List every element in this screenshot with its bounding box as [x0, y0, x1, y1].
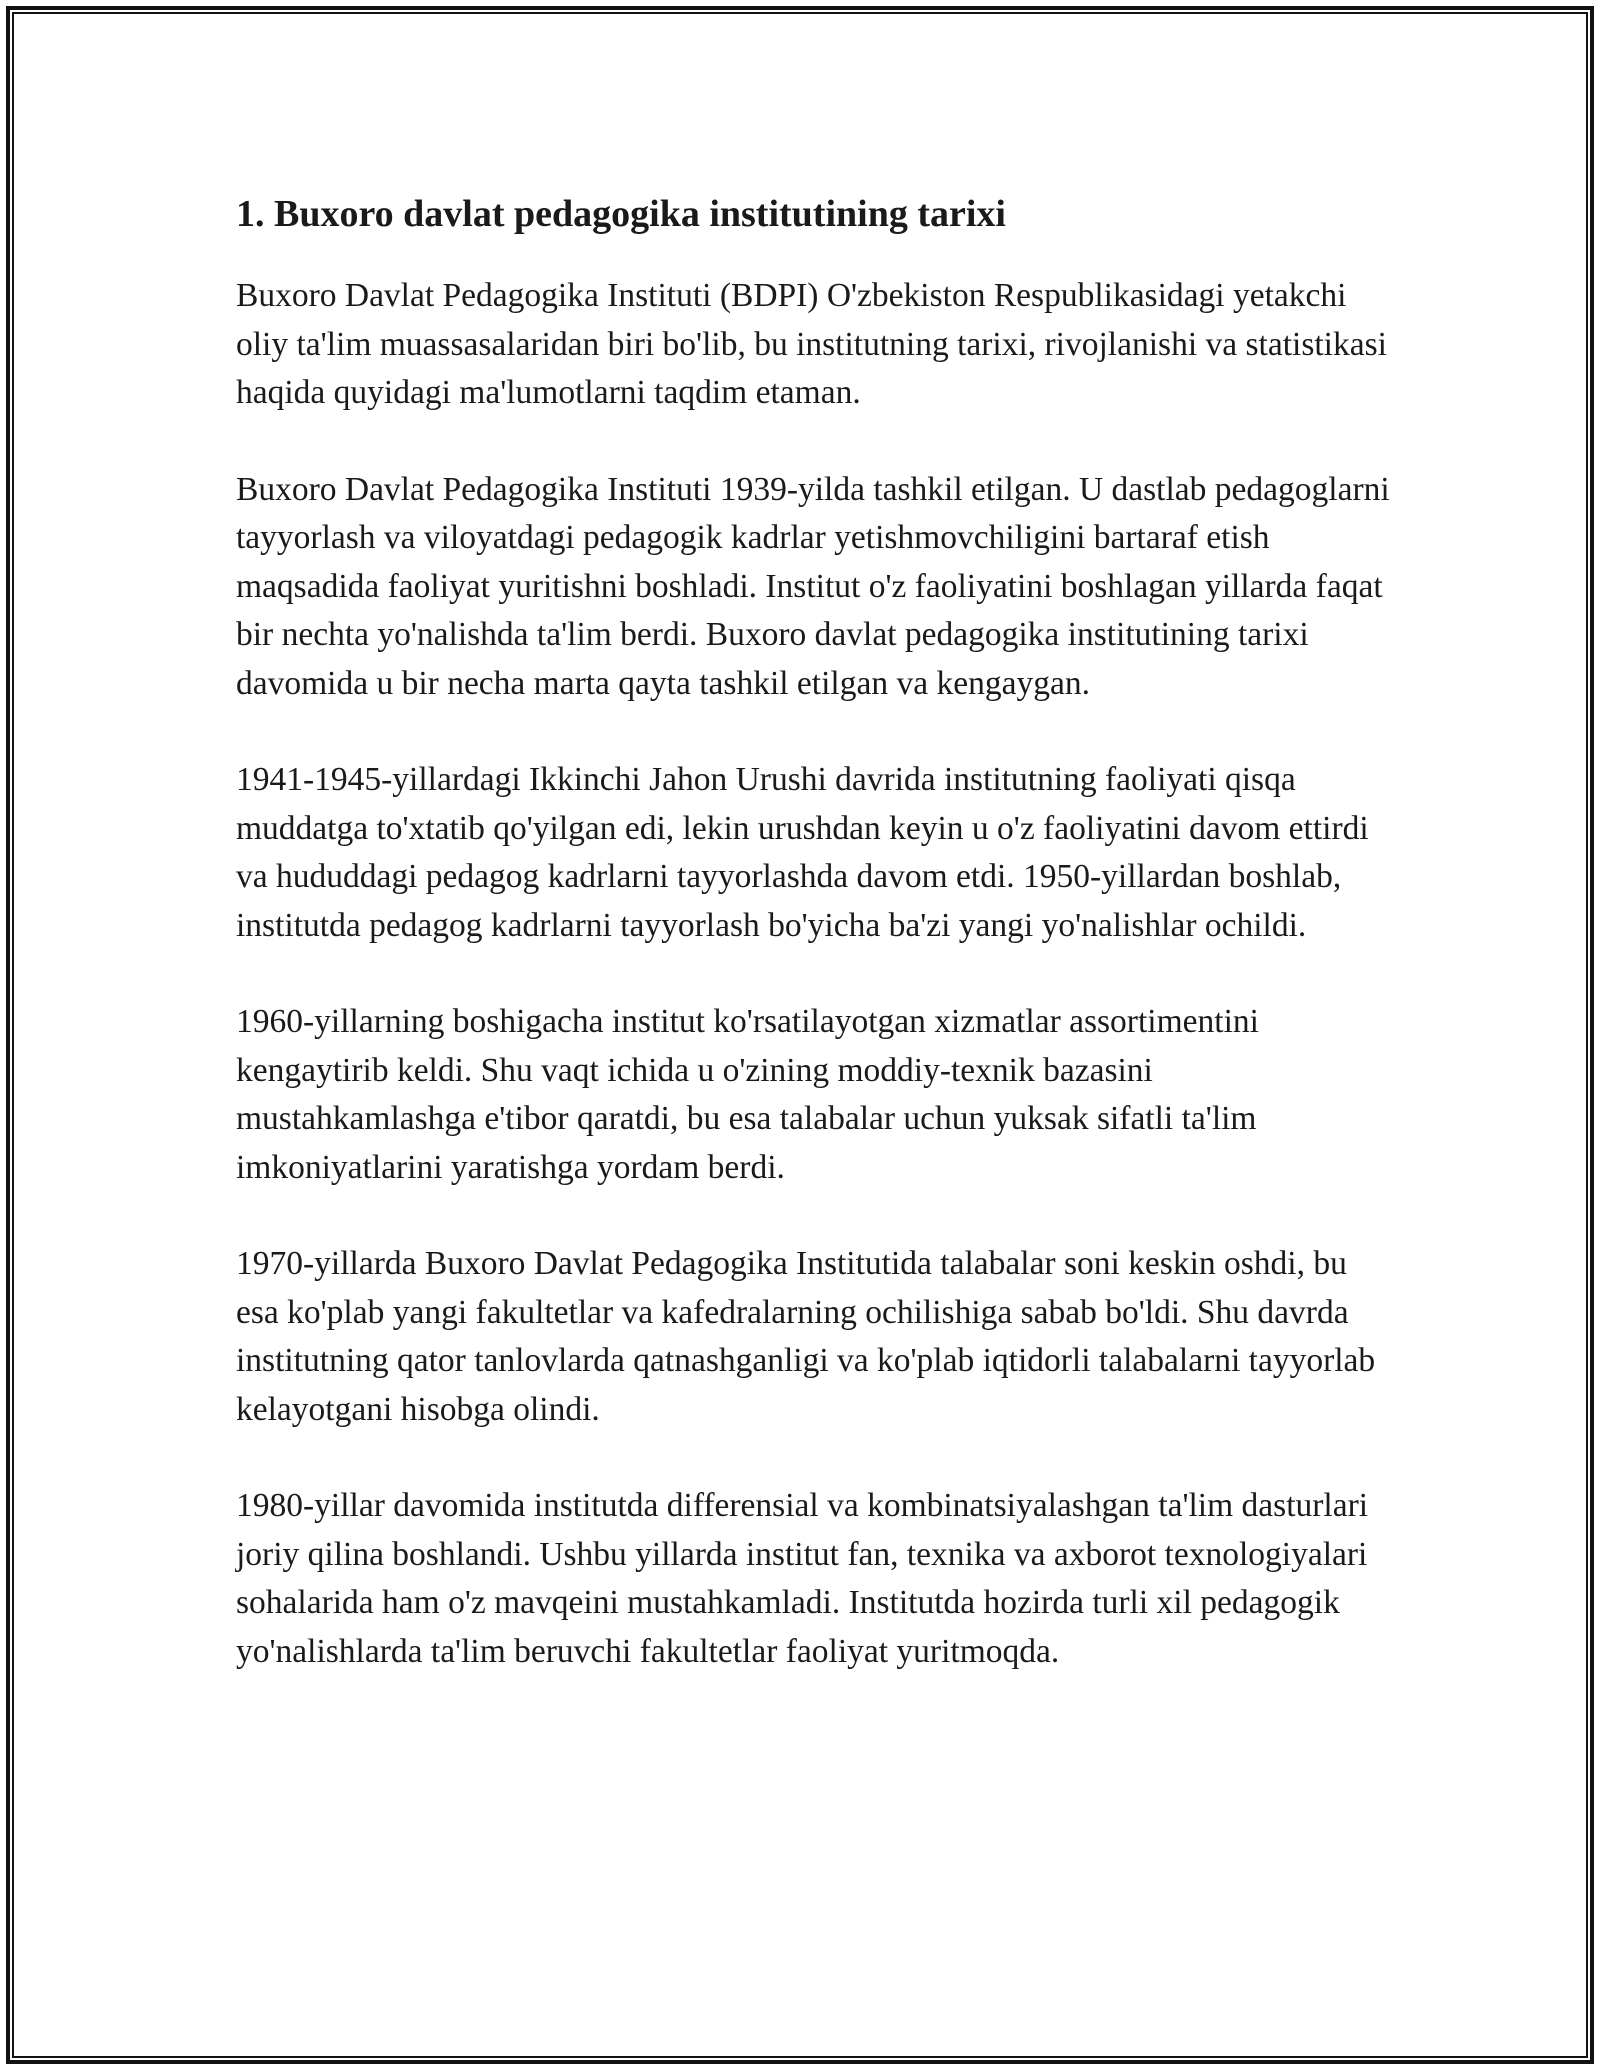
document-title: 1. Buxoro davlat pedagogika institutining tarixi [236, 193, 1006, 235]
paragraph-1960s: 1960-yillarning boshigacha institut ko'rsatilayotgan xizmatlar assortimentini kengaytirib keldi. Shu vaqt ichida u o'zining moddiy-texnik bazasini mustahkamlashga e'tibor qaratdi, bu esa talabalar uchun yuksak sifatli ta'lim imkoniyatlarini yaratishga yordam berdi. [236, 1003, 1259, 1186]
document-body [236, 186, 1396, 1724]
paragraph-founding: Buxoro Davlat Pedagogika Instituti 1939-yilda tashkil etilgan. U dastlab pedagoglarni tayyorlash va viloyatdagi pedagogik kadrlar yetishmovchiligini bartaraf etish maqsadida faoliyat yuritishni boshladi. Institut o'z faoliyatini boshlagan yillarda faqat bir nechta yo'nalishda ta'lim berdi. Buxoro davlat pedagogika institutining tarixi davomida u bir necha marta qayta tashkil etilgan va kengaygan. [236, 470, 1390, 702]
paragraph-intro: Buxoro Davlat Pedagogika Instituti (BDPI) O'zbekiston Respublikasidagi yetakchi oliy ta'lim muassasalaridan biri bo'lib, bu institutning tarixi, rivojlanishi va statistikasi haqida quyidagi ma'lumotlarni taqdim etaman. [236, 277, 1387, 411]
paragraph-war-period: 1941-1945-yillardagi Ikkinchi Jahon Urushi davrida institutning faoliyati qisqa muddatga to'xtatib qo'yilgan edi, lekin urushdan keyin u o'z faoliyatini davom ettirdi va hududdagi pedagog kadrlarni tayyorlashda davom etdi. 1950-yillardan boshlab, institutda pedagog kadrlarni tayyorlash bo'yicha ba'zi yangi yo'nalishlar ochildi. [236, 761, 1369, 944]
paragraph-1980s: 1980-yillar davomida institutda differensial va kombinatsiyalashgan ta'lim dasturlari joriy qilina boshlandi. Ushbu yillarda institut fan, texnika va axborot texnologiyalari sohalarida ham o'z mavqeini mustahkamladi. Institutda hozirda turli xil pedagogik yo'nalishlarda ta'lim beruvchi fakultetlar faoliyat yuritmoqda. [236, 1487, 1369, 1670]
paragraph-1970s: 1970-yillarda Buxoro Davlat Pedagogika Institutida talabalar soni keskin oshdi, bu esa ko'plab yangi fakultetlar va kafedralarning ochilishiga sabab bo'ldi. Shu davrda institutning qator tanlovlarda qatnashganligi va ko'plab iqtidorli talabalarni tayyorlab kelayotgani hisobga olindi. [236, 1245, 1376, 1428]
